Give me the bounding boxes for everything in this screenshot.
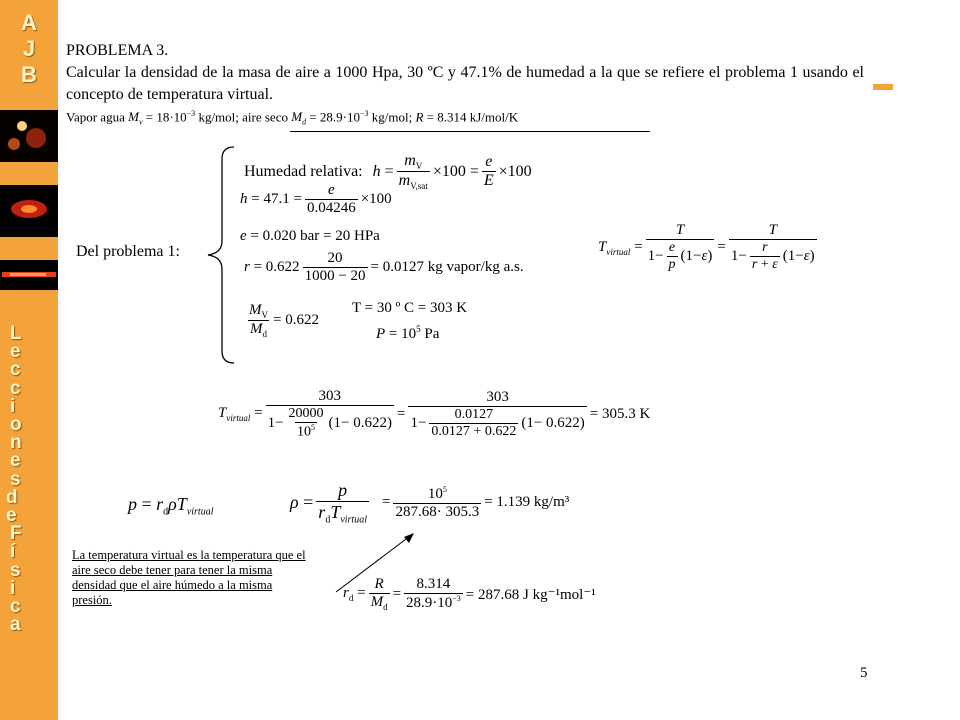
equation-temperature: T = 30 º C = 303 K — [352, 300, 468, 316]
left-brace — [200, 145, 240, 365]
divider-line — [290, 131, 650, 132]
sidebar — [0, 0, 58, 720]
logo-ajb: A J B — [21, 10, 37, 87]
equation-pressure: $P = 10^5$ Pa — [376, 324, 440, 342]
constants-line: Vapor agua $M_v = 18\cdot 10^{-3}$ kg/mol; aire seco $M_d = 28.9\cdot 10^{-3}$ kg/mol; R = 8.314 kJ/mol/K — [66, 109, 519, 127]
equation-rd: $r_d$ = $\frac{R}{M_d}$ = $\frac{8.314}{28.9\cdot 10^{-3}}$ = 287.68 J kg⁻¹mol⁻¹ — [343, 576, 596, 612]
page-number: 5 — [860, 665, 868, 681]
equation-h-value: h = 47.1 = $\frac{e}{0.04246}$ ×100 — [240, 182, 392, 216]
equation-density: ρ = $\frac{p}{r_dT_{virtual}}$ = $\frac{10^5}{287.68\cdot 305.3}$ = 1.139 kg/m³ — [290, 480, 570, 526]
problem-statement: Calcular la densidad de la masa de aire a 1000 Hpa, 30 ºC y 47.1% de humedad a la que se refiere el problema 1 usando el concepto de temperatura virtual. — [66, 64, 864, 103]
thumbnail-image-1 — [0, 110, 58, 162]
accent-bar — [873, 84, 893, 90]
equation-gas-law: $p = r_d\rho T_{virtual}$ — [128, 494, 214, 518]
virtual-temperature-note: La temperatura virtual es la temperatura que el aire seco debe tener para tener la misma densidad que el aire húmedo a la misma presión. — [72, 548, 306, 607]
problem-title: PROBLEMA 3. — [66, 42, 169, 59]
label-del-problema: Del problema 1: — [76, 243, 180, 260]
thumbnail-image-3 — [0, 260, 58, 290]
equation-humedad-relativa: Humedad relativa: h = $\frac{m_V}{m_{V,sat}}$ ×100 = $\frac{e}{E}$ ×100 — [244, 152, 532, 192]
equation-tvirtual-numeric: $T_{virtual}$ = 303 1− $\frac{20000}{10^5}$ (1− 0.622) = 303 1− $\frac{0.0127}{0.0127 + 0.622}$ (1− 0.622) = 305.3 K — [218, 388, 651, 440]
equation-mv-md: $\frac{M_V}{M_d}$ = 0.622 — [249, 302, 319, 339]
equation-tvirtual-definition: $T_{virtual}$ = T 1− $\frac{e}{p}$ (1− ε ) = T 1− $\frac{r}{r + \varepsilon}$ (1− ε ) — [598, 222, 815, 272]
thumbnail-image-2 — [0, 185, 58, 237]
equation-mixing-ratio: r = 0.622 $\frac{20}{1000 - 20}$ = 0.0127 kg vapor/kg a.s. — [244, 250, 524, 284]
series-title-lecciones-de-fisica: L e c c i o n e s d e F í s i c a — [6, 323, 22, 636]
equation-e-value: e = 0.020 bar = 20 HPa — [240, 228, 380, 244]
